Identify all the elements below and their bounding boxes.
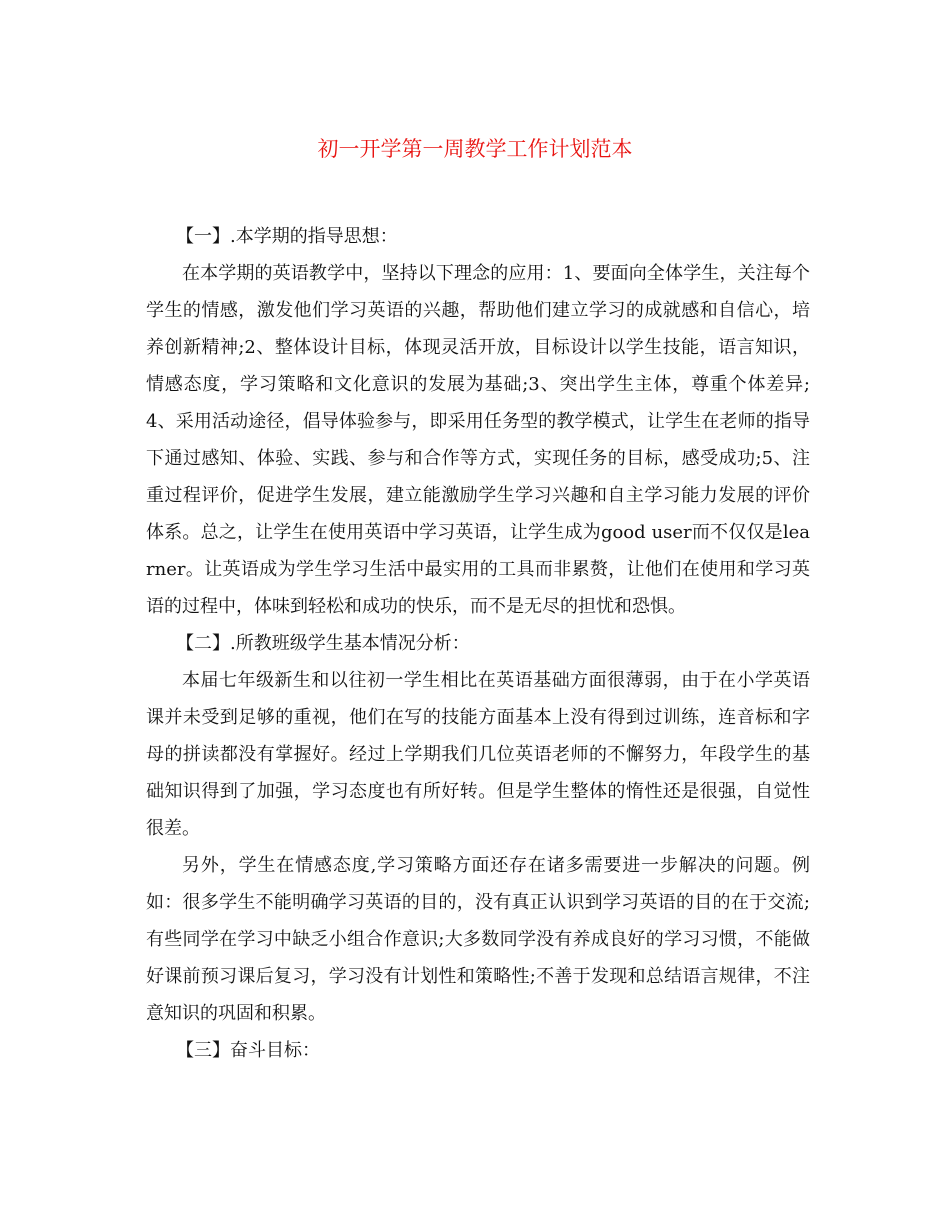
document-title: 初一开学第一周教学工作计划范本 bbox=[317, 137, 633, 161]
document-body bbox=[146, 218, 810, 1069]
section-heading-1: 【一】.本学期的指导思想： bbox=[176, 226, 398, 247]
section-2-paragraph-2: 另外，学生在情感态度,学习策略方面还存在诸多需要进一步解决的问题。例如：很多学生不能明确学习英语的目的，没有真正认识到学习英语的目的在于交流;有些同学在学习中缺乏小组合作意识;大多数同学没有养成良好的学习习惯，不能做好课前预习课后复习，学习没有计划性和策略性;不善于发现和总结语言规律，不注意知识的巩固和积累。 bbox=[146, 855, 810, 1024]
section-2-paragraph-1: 本届七年级新生和以往初一学生相比在英语基础方面很薄弱，由于在小学英语课并未受到足够的重视，他们在写的技能方面基本上没有得到过训练，连音标和字母的拼读都没有掌握好。经过上学期我们几位英语老师的不懈努力，年段学生的基础知识得到了加强，学习态度也有所好转。但是学生整体的惰性还是很强，自觉性很差。 bbox=[146, 670, 810, 839]
section-heading-3: 【三】奋斗目标： bbox=[176, 1040, 320, 1061]
section-1-paragraph-1: 在本学期的英语教学中，坚持以下理念的应用：1、要面向全体学生，关注每个学生的情感，激发他们学习英语的兴趣，帮助他们建立学习的成就感和自信心，培养创新精神;2、整体设计目标，体现灵活开放，目标设计以学生技能，语言知识，情感态度，学习策略和文化意识的发展为基础;3、突出学生主体，尊重个体差异;4、采用活动途径，倡导体验参与，即采用任务型的教学模式，让学生在老师的指导下通过感知、体验、实践、参与和合作等方式，实现任务的目标，感受成功;5、注重过程评价，促进学生发展，建立能激励学生学习兴趣和自主学习能力发展的评价体系。总之，让学生在使用英语中学习英语，让学生成为good user而不仅仅是learner。让英语成为学生学习生活中最实用的工具而非累赘，让他们在使用和学习英语的过程中，体味到轻松和成功的快乐，而不是无尽的担忧和恐惧。 bbox=[146, 263, 810, 617]
section-heading-2: 【二】.所教班级学生基本情况分析： bbox=[176, 633, 470, 654]
